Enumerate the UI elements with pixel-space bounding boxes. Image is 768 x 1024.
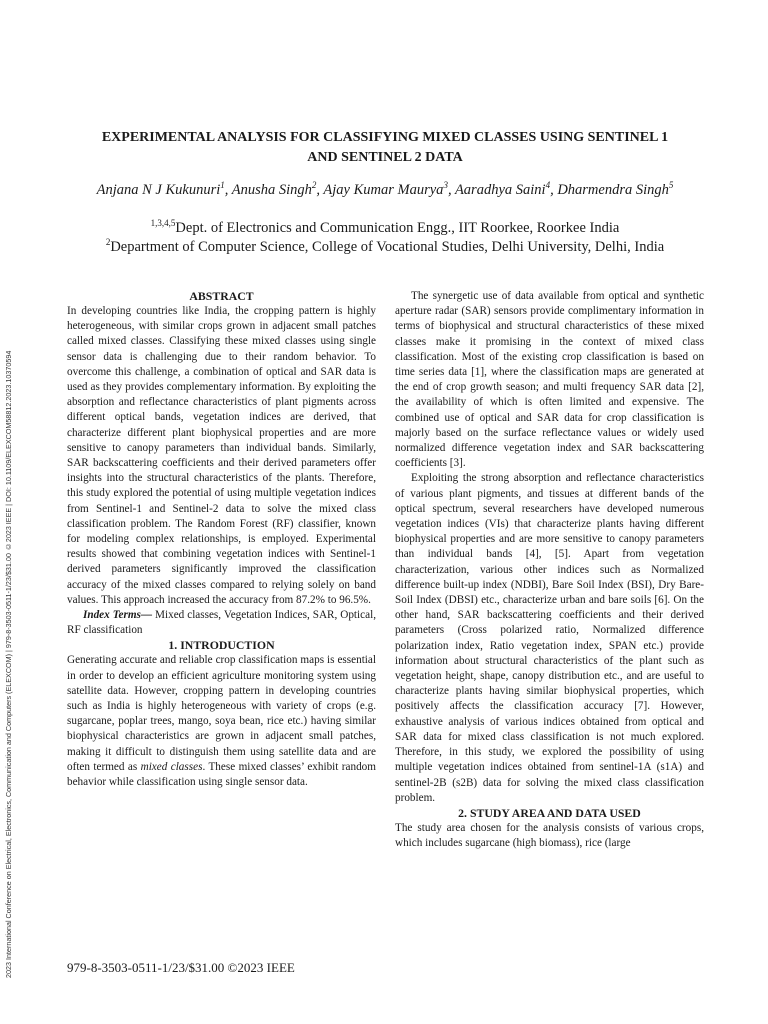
author-name: Aaradhya Saini (454, 182, 546, 198)
title-line-2: AND SENTINEL 2 DATA (307, 150, 463, 165)
intro-p1-text: Generating accurate and reliable crop classification maps is essential in order to develop an efficient agriculture monitoring system using satellite data. However, cropping pattern in developing countries such as India is highly heterogeneous with variety of crops (e.g. sugarcane, poplar trees, mango, soya bean, rice etc.) having similar biophysical characteristics are grown in adjacent small patches, making it difficult to distinguish them using satellite data and are often termed as (67, 654, 376, 773)
introduction-paragraph-2: The synergetic use of data available from optical and synthetic aperture radar (SAR) sensors provide complimentary information in terms of biophysical and structural characteristics of these mixed classes make it promising in the context of mixed class classification. Most of the existing crop classification is based on time series data [1], where the classification maps are generated at the end of crop growth season; and multi frequency SAR data [2], the availability of which is often limited and expensive. The combined use of optical and SAR data for crop classification is majorly based on the surface reflectance values or widely used normalized difference vegetation index and SAR backscattering coefficients [3]. (395, 290, 704, 470)
intro-p1-text-end: . These mixed classes’ exhibit random behavior while classification using single sensor data. (67, 760, 376, 789)
author-separator: , (447, 182, 455, 198)
author-name: Anjana N J Kukunuri (96, 182, 221, 198)
author-separator: , (550, 182, 558, 198)
study-area-paragraph-1: The study area chosen for the analysis consists of various crops, which includes sugarcane (high biomass), rice (large (395, 821, 704, 850)
title-line-1: EXPERIMENTAL ANALYSIS FOR CLASSIFYING MIXED CLASSES USING SENTINEL 1 (101, 130, 669, 145)
copyright-footer: 979-8-3503-0511-1/23/$31.00 ©2023 IEEE (67, 960, 295, 975)
index-terms-label: Index Terms— (83, 609, 153, 622)
author-name: Dharmendra Singh (557, 182, 669, 198)
paper-title (60, 128, 710, 168)
affiliation-text: Dept. of Electronics and Communication Engg., IIT Roorkee, Roorkee India (175, 220, 620, 236)
introduction-paragraph-3: Exploiting the strong absorption and reflectance characteristics of various plant pigments, and tissues at different bands of the optical spectrum, several researchers have developed numerous vegetation indices (VIs) that characterize plants having different biophysical properties and are more sensitive to canopy parameters than individual bands [4], [5]. Apart from vegetation characterization, various other indices such as Normalized difference built-up index (NDBI), Bare Soil Index (BSI), Dry Bare-Soil Index (DBSI) etc., characterize urban and bare soils [6]. On the other hand, SAR backscattering coefficients and their derived parameters (Cross polarized ratio, Normalized difference polarization index, Ratio vegetation index, SPAN etc.) provide information about structural characteristics of the plant such as vegetation height, shape, canopy distribution etc., and are useful to characterize plants having similar biophysical properties, which positively affects the classification accuracy [7]. However, exhaustive analysis of various indices obtained from optical and SAR data for mixed class classification is not much explored. Therefore, in this study, we explored the possibility of using multiple vegetation indices obtained from sentinel-1A (s1A) and sentinel-2B (s2B) data for solving the mixed class classification problem. (395, 472, 704, 804)
left-column (67, 289, 376, 790)
abstract-heading: ABSTRACT (189, 289, 254, 303)
author-affil-mark: 5 (668, 180, 674, 190)
abstract-text: In developing countries like India, the cropping pattern is highly heterogeneous, with similar crops grown in adjacent small patches called mixed classes. Classifying these mixed classes using single sensor data is challenging due to their random behavior. To overcome this challenge, a combination of optical and SAR data is used as they provides complementary information. By exploiting the absorption and reflectance characteristics of plant pigments across different optical bands, vegetation indices are derived, that characterize different plant biophysical properties and are more sensitive to canopy parameters than individual bands. Similarly, SAR backscattering coefficients and their derived parameters offer insights into the structural characteristics of the plants. Therefore, this study explored the potential of using multiple vegetation indices from Sentinel-1 and Sentinel-2 data to solve the mixed class classification problem. The Random Forest (RF) classifier, known for modeling complex relationships, is employed. Experimental results showed that combining vegetation indices with Sentinel-1 derived parameters significantly improved the classification accuracy of the mixed classes compared to relying solely on band values. This approach increased the accuracy from 87.2% to 96.5%. (67, 305, 376, 606)
author-separator: , (224, 182, 232, 198)
author-affil-mark: 4 (545, 180, 551, 190)
author-name: Ajay Kumar Maurya (323, 182, 444, 198)
affiliation-mark: 2 (105, 237, 111, 247)
author-separator: , (316, 182, 324, 198)
author-affil-mark: 3 (443, 180, 448, 190)
author-affil-mark: 2 (311, 180, 317, 190)
index-terms-text: Mixed classes, Vegetation Indices, SAR, Optical, RF classification (67, 609, 376, 637)
author-list (40, 180, 730, 200)
intro-p1-emphasis: mixed classes (140, 760, 203, 773)
index-terms (67, 608, 376, 638)
right-column (395, 289, 704, 851)
introduction-heading: 1. INTRODUCTION (168, 638, 275, 653)
study-area-heading: 2. STUDY AREA AND DATA USED (458, 805, 641, 820)
affiliation-mark: 1,3,4,5 (150, 218, 176, 228)
author-affil-mark: 1 (220, 180, 225, 190)
author-name: Anusha Singh (231, 182, 312, 198)
affiliation-1 (40, 218, 730, 238)
conference-doi-stamp: 2023 International Conference on Electrical, Electronics, Communication and Computers (ELEXCOM) | 979-8-3503-0511-1/23/$31.00 ©2023 IEEE | DOI: 10.1109/ELEXCOM58812.2023.10370594 (4, 350, 13, 978)
affiliation-2 (40, 237, 730, 257)
affiliation-text: Department of Computer Science, College of Vocational Studies, Delhi University, Delhi, India (110, 239, 665, 255)
introduction-paragraph-1 (67, 653, 376, 790)
